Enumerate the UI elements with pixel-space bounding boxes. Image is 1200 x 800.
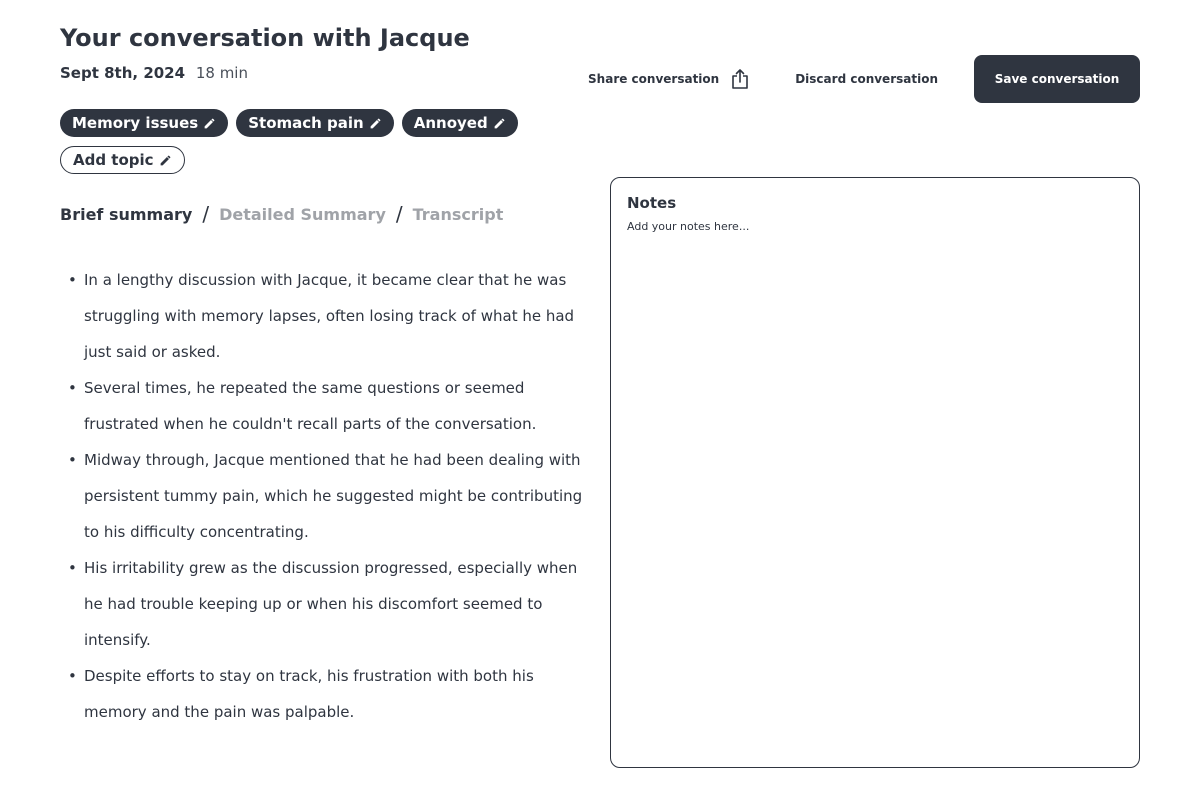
notes-input[interactable] (627, 220, 1123, 740)
notes-title: Notes (627, 194, 677, 212)
summary-tabs (60, 202, 503, 226)
topic-tag-label: Memory issues (72, 114, 199, 132)
tab-separator: / (202, 202, 210, 226)
discard-conversation-button[interactable] (795, 72, 938, 86)
conversation-date: Sept 8th, 2024 (60, 64, 186, 82)
tab-brief-summary[interactable]: Brief summary (60, 204, 193, 224)
topic-tag-annoyed[interactable] (402, 109, 518, 137)
topic-tag-label: Annoyed (413, 114, 488, 132)
share-conversation-label: Share conversation (588, 72, 720, 86)
topic-tag-stomach-pain[interactable] (236, 109, 394, 137)
add-topic-button[interactable] (60, 146, 185, 174)
conversation-duration: 18 min (195, 64, 248, 82)
summary-item: • In a lengthy discussion with Jacque, it became clear that he was struggling with memory lapses, often losing track of what he had just said or asked. (60, 262, 595, 370)
topic-tags (60, 109, 560, 183)
topic-tag-memory-issues[interactable] (60, 109, 228, 137)
tab-detailed-summary[interactable]: Detailed Summary (219, 204, 386, 224)
summary-item: • His irritability grew as the discussion progressed, especially when he had trouble keeping up or when his discomfort seemed to intensify. (60, 550, 595, 658)
discard-conversation-label: Discard conversation (795, 72, 938, 86)
brief-summary-list (60, 262, 595, 730)
pencil-icon (369, 117, 382, 130)
pencil-icon (203, 117, 216, 130)
pencil-icon (159, 154, 172, 167)
summary-item: • Midway through, Jacque mentioned that he had been dealing with persistent tummy pain, which he suggested might be contributing to his difficulty concentrating. (60, 442, 595, 550)
summary-item: • Despite efforts to stay on track, his frustration with both his memory and the pain was palpable. (60, 658, 595, 730)
tab-separator: / (395, 202, 403, 226)
pencil-icon (493, 117, 506, 130)
share-icon (731, 68, 749, 90)
tab-transcript[interactable]: Transcript (412, 204, 504, 224)
add-topic-label: Add topic (73, 151, 154, 169)
notes-panel (610, 177, 1140, 768)
save-conversation-button[interactable]: Save conversation (974, 55, 1140, 103)
page-title: Your conversation with Jacque (60, 24, 470, 52)
share-conversation-button[interactable] (588, 68, 749, 90)
topic-tag-label: Stomach pain (248, 114, 364, 132)
conversation-actions (588, 55, 1140, 103)
summary-item: • Several times, he repeated the same questions or seemed frustrated when he couldn't recall parts of the conversation. (60, 370, 595, 442)
conversation-meta (60, 64, 248, 82)
